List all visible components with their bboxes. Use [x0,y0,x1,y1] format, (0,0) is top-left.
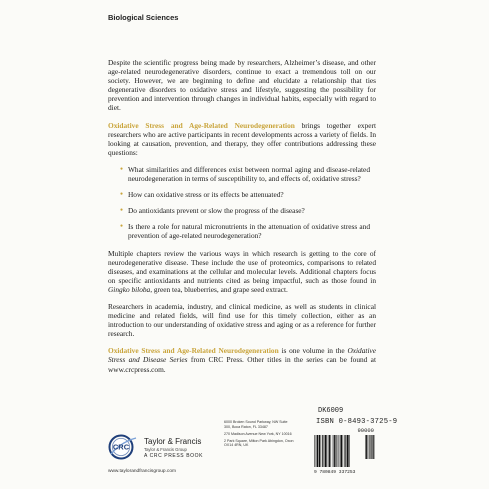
barcode-bar [333,435,334,467]
barcode-bar [331,435,332,467]
barcode-supplement-bar [371,435,372,459]
intro-paragraph: Despite the scientific progress being made by researchers, Alzheimer’s disease, and other age-related neurodegenerative disorders, continue to exact a tremendous toll on our society. However, we are beginning to define and elucidate a relationship that ties degenerative disorders to oxidative stress and lifestyle, suggesting the possibility for prevention and intervention through changes in individual habits, especially with regard to diet. [108,58,376,113]
publisher-addresses [224,420,294,450]
series-name: Oxidative Stress and Disease Series [108,346,376,365]
barcode-supplement-bar [373,435,374,459]
barcode-bar [324,435,325,467]
summary-paragraph [108,121,376,157]
barcode-digits: 9 780849 337253 [314,470,356,474]
chapters-text-italic: Gingko biloba [108,284,151,294]
barcode-supplement-bars [365,435,374,459]
catalog-code: DK6009 [318,407,344,415]
chapters-text-a: Multiple chapters review the various ways in which research is getting to the core of neurodegenerative disease. These include the use of proteomics, comparisons to related diseases, and examinations at the cellular and molecular levels. Additional chapters focus on specific antioxidants and nutrients cited as being impactful, such as those found in [108,248,376,285]
barcode-supplement-bar [372,435,373,459]
chapters-paragraph [108,249,376,294]
barcode-bar [345,435,346,467]
series-text-a: is one volume in the [278,346,348,356]
publisher-group: Taylor & Francis Group [144,447,187,452]
barcode-bar [334,435,335,467]
barcode-bar [349,435,350,467]
barcode-bar [343,435,344,467]
isbn-label: ISBN 0-8493-3725-9 [316,418,398,426]
book-title-highlight: Oxidative Stress and Age-Related Neurodegeneration [108,120,295,130]
logo-text: CRC [112,442,130,452]
barcode-top-digits: 90000 [357,427,374,434]
barcode-bar [322,435,323,467]
publisher-imprint: A CRC PRESS BOOK [144,453,204,459]
category-label: Biological Sciences [108,13,179,22]
description-text [108,58,376,382]
summary-text: brings together expert researchers who are active participants in recent developments across a variety of fields. In looking at causation, prevention, and therapy, they offer contributions addressing these questions: [108,120,376,157]
barcode-bar [319,435,320,467]
question-item: ● Is there a role for natural micronutrients in the attenuation of oxidative stress and prevention of age-related neurodegeneration? [108,222,376,240]
barcode-bar [338,435,339,467]
barcode-supplement-bar [365,435,366,459]
barcode-bar [317,435,319,467]
barcode-bar [321,435,322,467]
chapters-text-b: , green tea, blueberries, and grape seed extract. [150,284,288,294]
isbn-barcode [312,426,380,474]
barcode-bar [340,435,342,467]
publisher-website: www.taylorandfrancisgroup.com [108,469,176,474]
series-paragraph [108,346,376,373]
barcode-bar [325,435,327,467]
barcode-bar [344,435,345,467]
question-item: ● Do antioxidants prevent or slow the progress of the disease? [108,206,376,215]
address-line: 6000 Broken Sound Parkway, NW Suite 300, Boca Raton, FL 33487 [224,420,288,429]
barcode-bar [329,435,330,467]
series-text-b: from CRC Press. Other titles in the series can be found at www.crcpress.com. [108,355,376,374]
series-book-title: Oxidative Stress and Age-Related Neurodegeneration [108,346,279,356]
barcode-bar [347,435,349,467]
questions-list [108,165,376,241]
address-line: 270 Madison Avenue New York, NY 10016 [224,431,292,436]
publisher-name: Taylor & Francis [144,437,202,446]
barcode-bar [316,435,317,467]
barcode-supplement-bar [369,435,370,459]
barcode-supplement-bar [368,435,369,459]
barcode-bar [339,435,340,467]
question-item: ● How can oxidative stress or its effects be attenuated? [108,190,376,199]
barcode-bars [314,435,350,467]
barcode-supplement-bar [366,435,367,459]
question-item: ● What similarities and differences exist between normal aging and disease-related neurodegeneration in terms of susceptibility to, and effects of, oxidative stress? [108,165,376,183]
barcode-graphic [312,426,380,474]
address-line: 2 Park Square, Milton Park Abingdon, Oxon OX14 4RN, UK [224,438,294,448]
audience-paragraph: Researchers in academia, industry, and clinical medicine, as well as students in clinical medicine and related fields, will find use for this timely collection, either as an introduction to our understanding of oxidative stress and aging or as a reference for further research. [108,301,376,339]
barcode-bar [314,435,315,467]
crc-logo-icon [108,434,140,460]
barcode-bar [328,435,329,467]
barcode-bar [335,435,336,467]
publisher-block [144,437,203,460]
